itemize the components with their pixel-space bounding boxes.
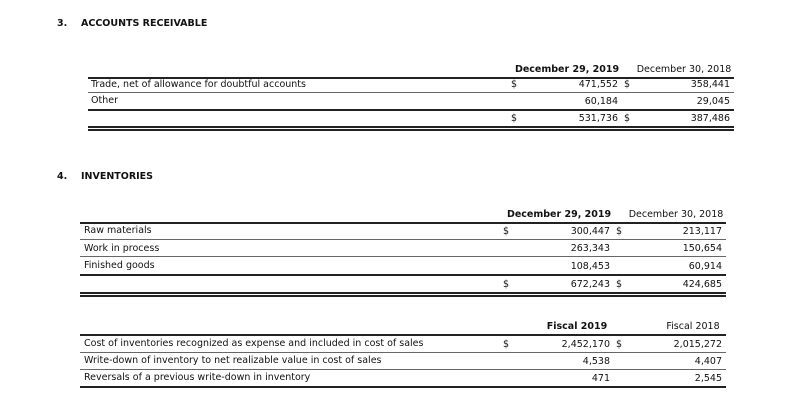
currency-symbol: $: [503, 339, 510, 350]
column-header: December 29, 2019: [506, 209, 612, 220]
table-row-label: Write-down of inventory to net realizable value in cost of sales: [84, 355, 382, 366]
row-divider: [80, 256, 726, 257]
total-value: 424,685: [682, 279, 722, 290]
divider: [80, 386, 726, 388]
table-cell-value: 471,552: [578, 79, 618, 90]
table-row-label: Work in process: [84, 243, 160, 254]
table-cell-value: 4,538: [582, 356, 610, 367]
table-row-label: Finished goods: [84, 260, 155, 271]
currency-symbol: $: [616, 279, 623, 290]
table-cell-value: 4,407: [694, 356, 722, 367]
section-title: ACCOUNTS RECEIVABLE: [81, 18, 208, 29]
table-row-label: Other: [91, 95, 118, 106]
section-number: 3.: [57, 18, 68, 29]
section-title: INVENTORIES: [81, 171, 154, 182]
currency-symbol: $: [503, 226, 510, 237]
currency-symbol: $: [616, 339, 623, 350]
total-value: 531,736: [578, 113, 618, 124]
currency-symbol: $: [624, 79, 631, 90]
total-value: 672,243: [570, 279, 610, 290]
column-header: December 29, 2019: [514, 64, 620, 75]
section-number: 4.: [57, 171, 68, 182]
row-divider: [80, 352, 726, 353]
table-cell-value: 2,545: [694, 373, 722, 384]
table-row-label: Reversals of a previous write-down in inventory: [84, 372, 311, 383]
currency-symbol: $: [511, 113, 518, 124]
double-underline: [80, 292, 726, 294]
table-cell-value: 60,914: [688, 261, 722, 272]
double-underline: [88, 126, 734, 128]
column-header: Fiscal 2019: [546, 321, 608, 332]
divider: [88, 109, 734, 111]
table-cell-value: 213,117: [682, 226, 722, 237]
divider: [80, 222, 726, 224]
divider: [80, 334, 726, 336]
table-row-label: Cost of inventories recognized as expense and included in cost of sales: [84, 338, 424, 349]
table-cell-value: 29,045: [696, 96, 730, 107]
double-underline: [80, 295, 726, 297]
table-cell-value: 2,015,272: [673, 339, 722, 350]
table-row-label: Trade, net of allowance for doubtful accounts: [91, 79, 306, 90]
table-cell-value: 471: [591, 373, 610, 384]
table-row-label: Raw materials: [84, 225, 152, 236]
currency-symbol: $: [624, 113, 631, 124]
table-cell-value: 60,184: [584, 96, 618, 107]
table-cell-value: 108,453: [570, 261, 610, 272]
table-cell-value: 263,343: [570, 243, 610, 254]
divider: [80, 274, 726, 276]
currency-symbol: $: [503, 279, 510, 290]
row-divider: [80, 239, 726, 240]
table-cell-value: 2,452,170: [561, 339, 610, 350]
column-header: Fiscal 2018: [666, 321, 720, 332]
column-header: December 30, 2018: [628, 209, 724, 220]
double-underline: [88, 129, 734, 131]
currency-symbol: $: [511, 79, 518, 90]
column-header: December 30, 2018: [636, 64, 732, 75]
table-cell-value: 300,447: [570, 226, 610, 237]
currency-symbol: $: [616, 226, 623, 237]
total-value: 387,486: [690, 113, 730, 124]
table-cell-value: 150,654: [682, 243, 722, 254]
row-divider: [80, 369, 726, 370]
table-cell-value: 358,441: [690, 79, 730, 90]
row-divider: [88, 92, 734, 93]
